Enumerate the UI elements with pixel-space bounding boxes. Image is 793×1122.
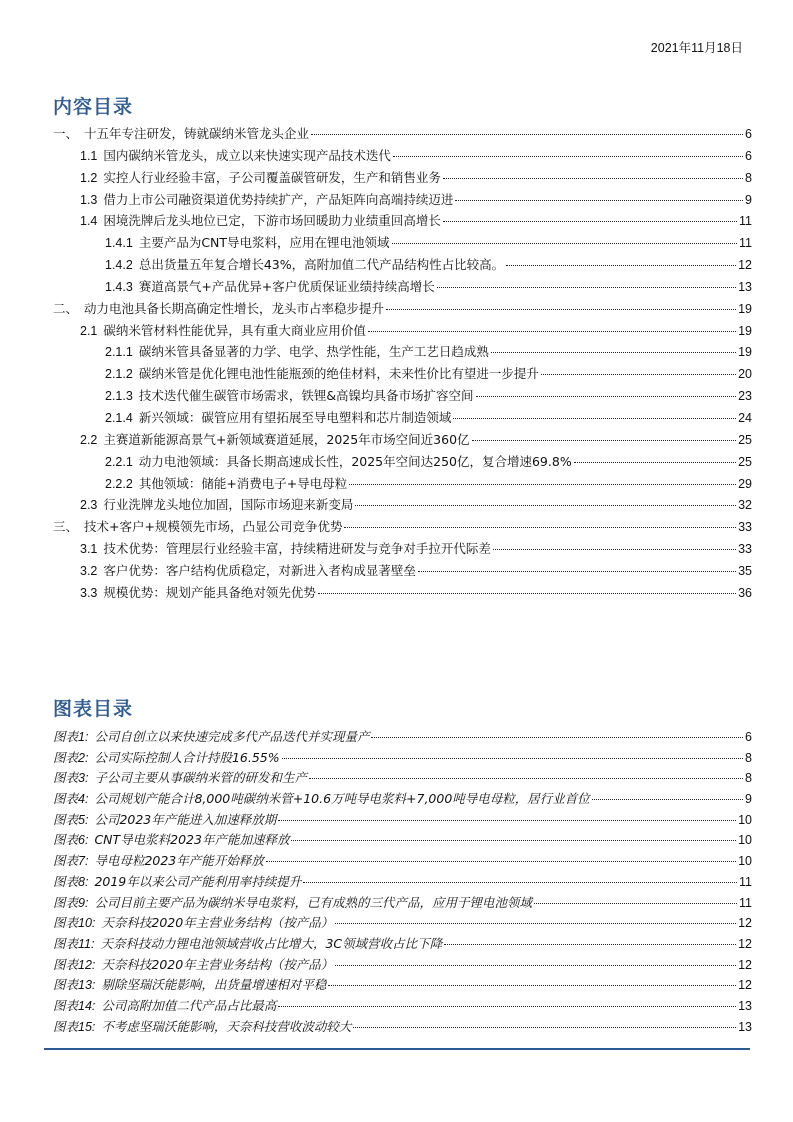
entry-title[interactable]: 技术+客户+规模领先市场，凸显公司竞争优势 [84, 519, 343, 535]
toc-entry[interactable] [53, 430, 752, 452]
list-of-figures [53, 727, 752, 1037]
dot-leader [476, 396, 737, 397]
entry-title[interactable]: 碳纳米管材料性能优异，具有重大商业应用价值 [103, 322, 366, 338]
page-number[interactable]: 25 [738, 454, 752, 469]
figure-entry[interactable] [53, 727, 752, 748]
entry-number: 图表2: [53, 750, 89, 765]
entry-number: 图表10: [53, 916, 96, 931]
toc-entry[interactable] [53, 364, 752, 386]
page-number[interactable]: 12 [738, 957, 752, 972]
entry-title[interactable]: 天奈科技2020年主营业务结构（按产品） [101, 915, 334, 931]
dot-leader [437, 287, 736, 288]
dot-leader [278, 1006, 736, 1007]
dot-leader [303, 882, 737, 883]
dot-leader [455, 200, 743, 201]
dot-leader [266, 861, 736, 862]
entry-number: 图表13: [53, 978, 96, 993]
figure-entry[interactable] [53, 748, 752, 769]
page-number[interactable]: 9 [745, 192, 752, 207]
entry-title[interactable]: 困境洗牌后龙头地位已定，下游市场回暖助力业绩重回高增长 [103, 213, 441, 229]
page-number[interactable]: 10 [738, 854, 752, 869]
entry-title[interactable]: 十五年专注研发，铸就碳纳米管龙头企业 [84, 126, 310, 141]
entry-number: 2.3 [80, 498, 98, 513]
toc-entry[interactable] [53, 277, 752, 299]
entry-title[interactable]: 技术优势：管理层行业经验丰富，持续精进研发与竞争对手拉开代际差 [103, 541, 491, 557]
entry-title[interactable]: 天奈科技动力锂电池领域营收占比增大，3C领域营收占比下降 [100, 935, 443, 951]
entry-number: 二、 [53, 301, 79, 316]
entry-title[interactable]: 行业洗牌龙头地位加固，国际市场迎来新变局 [103, 497, 354, 513]
toc-entry[interactable] [53, 342, 752, 364]
page-number[interactable]: 29 [738, 476, 752, 491]
dot-leader [472, 440, 737, 441]
toc-entry[interactable] [53, 539, 752, 561]
page-number[interactable]: 25 [738, 432, 752, 447]
entry-title[interactable]: 碳纳米管具备显著的力学、电学、热学性能，生产工艺日趋成熟 [138, 344, 489, 360]
entry-title[interactable]: 公司自创立以来快速完成多代产品迭代并实现量产 [94, 729, 370, 744]
page-number[interactable]: 11 [739, 874, 752, 889]
page-number[interactable]: 10 [738, 812, 752, 827]
entry-title[interactable]: 公司高附加值二代产品占比最高 [101, 997, 277, 1013]
page-number[interactable]: 19 [738, 301, 752, 316]
entry-title[interactable]: 动力电池具备长期高确定性增长，龙头市占率稳步提升 [84, 300, 385, 316]
page-number[interactable]: 12 [738, 978, 752, 993]
page-number[interactable]: 6 [745, 148, 752, 163]
dot-leader [443, 178, 743, 179]
dot-leader [335, 965, 736, 966]
figure-entry[interactable] [53, 975, 752, 996]
dot-leader [278, 820, 736, 821]
entry-number: 三、 [53, 520, 79, 535]
entry-title[interactable]: 其他领域：储能+消费电子+导电母粒 [138, 475, 348, 491]
dot-leader [574, 462, 736, 463]
toc-entry[interactable] [53, 583, 752, 605]
toc-entry[interactable] [53, 495, 752, 517]
entry-title[interactable]: 总出货量五年复合增长43%，高附加值二代产品结构性占比较高。 [138, 257, 505, 273]
dot-leader [418, 571, 736, 572]
contents-title: 内容目录 [53, 96, 134, 118]
dot-leader [443, 221, 737, 222]
page-number[interactable]: 8 [745, 771, 752, 786]
entry-number: 图表4: [53, 792, 89, 807]
figure-entry[interactable] [53, 1017, 752, 1038]
entry-title[interactable]: 子公司主要从事碳纳米管的研发和生产 [94, 770, 307, 786]
toc-entry[interactable] [53, 233, 752, 255]
entry-number: 2.2.2 [105, 476, 133, 491]
toc-entry[interactable] [53, 408, 752, 430]
dot-leader [355, 505, 736, 506]
entry-number: 2.1.2 [105, 367, 133, 382]
entry-title[interactable]: 新兴领域：碳管应用有望拓展至导电塑料和芯片制造领域 [138, 409, 452, 425]
footer-divider [44, 1048, 750, 1050]
page-number[interactable]: 10 [738, 833, 752, 848]
dot-leader [349, 484, 736, 485]
dot-leader [491, 352, 736, 353]
figure-entry[interactable] [53, 996, 752, 1017]
toc-entry[interactable] [53, 190, 752, 212]
table-of-contents [53, 124, 752, 605]
figure-entry[interactable] [53, 830, 752, 851]
entry-number: 1.4.1 [105, 236, 133, 251]
entry-number: 图表9: [53, 895, 89, 910]
dot-leader [318, 593, 736, 594]
toc-entry[interactable] [53, 146, 752, 168]
page-number[interactable]: 24 [738, 410, 752, 425]
entry-title[interactable]: 剔除坚瑞沃能影响，出货量增速相对平稳 [101, 977, 327, 993]
figure-entry[interactable] [53, 955, 752, 976]
page-number[interactable]: 11 [739, 895, 752, 910]
entry-number: 1.3 [80, 192, 98, 207]
page-number[interactable]: 36 [738, 585, 752, 600]
entry-number: 2.2.1 [105, 454, 133, 469]
entry-title[interactable]: 不考虑坚瑞沃能影响，天奈科技营收波动较大 [101, 1018, 352, 1034]
page-number[interactable]: 20 [738, 367, 752, 382]
page-number[interactable]: 19 [738, 345, 752, 360]
page-number[interactable]: 33 [738, 520, 752, 535]
toc-entry[interactable] [53, 474, 752, 496]
toc-entry[interactable] [53, 168, 752, 190]
figure-entry[interactable] [53, 768, 752, 789]
entry-number: 2.1.3 [105, 389, 133, 404]
entry-title[interactable]: 公司规划产能合计8,000吨碳纳米管+10.6万吨导电浆料+7,000吨导电母粒，居行业首位 [94, 791, 590, 807]
dot-leader [444, 944, 736, 945]
dot-leader [453, 418, 736, 419]
page-number[interactable]: 33 [738, 542, 752, 557]
entry-number: 1.4.2 [105, 258, 133, 273]
dot-leader [368, 331, 736, 332]
toc-entry[interactable] [53, 321, 752, 343]
entry-number: 2.1 [80, 323, 98, 338]
entry-title[interactable]: 动力电池领域：具备长期高速成长性，2025年空间达250亿，复合增速69.8% [138, 453, 572, 469]
report-date: 2021年11月18日 [650, 41, 743, 55]
entry-number: 图表8: [53, 874, 89, 889]
page-number[interactable]: 11 [739, 214, 752, 229]
entry-title[interactable]: 公司实际控制人合计持股16.55% [94, 749, 280, 765]
entry-number: 1.2 [80, 170, 98, 185]
dot-leader [311, 134, 743, 135]
toc-entry[interactable] [53, 386, 752, 408]
dot-leader [534, 903, 737, 904]
dot-leader [328, 985, 736, 986]
entry-number: 2.1.1 [105, 345, 133, 360]
figure-entry[interactable] [53, 913, 752, 934]
toc-entry[interactable] [53, 255, 752, 277]
page-number[interactable]: 23 [738, 389, 752, 404]
entry-number: 图表1: [53, 730, 89, 744]
entry-number: 2.2 [80, 432, 98, 447]
entry-title[interactable]: 规模优势：规划产能具备绝对领先优势 [103, 584, 316, 600]
dot-leader [541, 374, 736, 375]
figures-title: 图表目录 [53, 698, 134, 720]
dot-leader [386, 309, 736, 310]
toc-entry[interactable] [53, 124, 752, 146]
page-number[interactable]: 19 [738, 323, 752, 338]
entry-number: 3.1 [80, 542, 98, 557]
toc-entry[interactable] [53, 561, 752, 583]
entry-number: 一、 [53, 127, 79, 141]
entry-number: 图表6: [53, 833, 89, 848]
dot-leader [309, 778, 743, 779]
dot-leader [282, 758, 743, 759]
entry-number: 1.4.3 [105, 279, 133, 294]
entry-number: 图表11: [53, 936, 95, 951]
page-number[interactable]: 9 [745, 792, 752, 807]
entry-title[interactable]: 国内碳纳米管龙头，成立以来快速实现产品技术迭代 [103, 147, 391, 163]
page-number[interactable]: 13 [738, 1019, 752, 1034]
figure-entry[interactable] [53, 872, 752, 893]
entry-title[interactable]: 赛道高景气+产品优异+客户优质保证业绩持续高增长 [138, 278, 435, 294]
entry-title[interactable]: 主要产品为CNT导电浆料，应用在锂电池领域 [138, 235, 390, 251]
page-number[interactable]: 12 [738, 916, 752, 931]
figure-entry[interactable] [53, 934, 752, 955]
figure-entry[interactable] [53, 789, 752, 810]
entry-title[interactable]: 天奈科技2020年主营业务结构（按产品） [101, 956, 334, 972]
entry-number: 1.1 [80, 148, 98, 163]
entry-number: 图表12: [53, 957, 96, 972]
entry-number: 1.4 [80, 214, 98, 229]
dot-leader [291, 840, 736, 841]
page-number[interactable]: 8 [745, 170, 752, 185]
page-number[interactable]: 35 [738, 563, 752, 578]
entry-title[interactable]: CNT导电浆料2023年产能加速释放 [94, 832, 290, 848]
page-number[interactable]: 32 [738, 498, 752, 513]
page-number[interactable]: 12 [738, 936, 752, 951]
dot-leader [344, 527, 736, 528]
dot-leader [392, 243, 737, 244]
entry-number: 图表5: [53, 812, 89, 827]
figure-entry[interactable] [53, 851, 752, 872]
entry-title[interactable]: 导电母粒2023年产能开始释放 [94, 853, 264, 869]
entry-number: 3.2 [80, 563, 98, 578]
toc-entry[interactable] [53, 452, 752, 474]
figure-entry[interactable] [53, 893, 752, 914]
entry-title[interactable]: 公司目前主要产品为碳纳米导电浆料，已有成熟的三代产品，应用于锂电池领域 [94, 894, 532, 910]
figure-entry[interactable] [53, 810, 752, 831]
toc-entry[interactable] [53, 299, 752, 321]
page-number[interactable]: 11 [739, 236, 752, 251]
page-number[interactable]: 6 [745, 730, 752, 744]
page-number[interactable]: 6 [745, 127, 752, 141]
entry-number: 图表7: [53, 854, 89, 869]
toc-entry[interactable] [53, 211, 752, 233]
entry-title[interactable]: 客户优势：客户结构优质稳定，对新进入者构成显著壁垒 [103, 562, 416, 578]
entry-title[interactable]: 2019年以来公司产能利用率持续提升 [94, 873, 302, 889]
entry-title[interactable]: 借力上市公司融资渠道优势持续扩产，产品矩阵向高端持续迈进 [103, 191, 454, 207]
dot-leader [393, 156, 743, 157]
page-number[interactable]: 13 [738, 998, 752, 1013]
entry-title[interactable]: 主赛道新能源高景气+新领域赛道延展，2025年市场空间近360亿 [103, 431, 470, 447]
dot-leader [335, 923, 736, 924]
entry-number: 图表15: [53, 1019, 96, 1034]
entry-title[interactable]: 公司2023年产能进入加速释放期 [94, 811, 277, 827]
dot-leader [493, 549, 736, 550]
page-number[interactable]: 12 [738, 258, 752, 273]
entry-title[interactable]: 实控人行业经验丰富，子公司覆盖碳管研发，生产和销售业务 [103, 169, 441, 185]
page-number[interactable]: 8 [745, 750, 752, 765]
entry-title[interactable]: 技术迭代催生碳管市场需求，铁锂&高镍均具备市场扩容空间 [138, 388, 474, 404]
entry-number: 2.1.4 [105, 410, 133, 425]
dot-leader [506, 265, 736, 266]
page-number[interactable]: 13 [738, 279, 752, 294]
entry-number: 图表3: [53, 771, 89, 786]
entry-number: 图表14: [53, 998, 96, 1013]
dot-leader [353, 1027, 736, 1028]
entry-number: 3.3 [80, 585, 98, 600]
dot-leader [592, 799, 743, 800]
entry-title[interactable]: 碳纳米管是优化锂电池性能瓶颈的绝佳材料，未来性价比有望进一步提升 [138, 366, 539, 382]
dot-leader [371, 737, 743, 738]
toc-entry[interactable] [53, 517, 752, 539]
